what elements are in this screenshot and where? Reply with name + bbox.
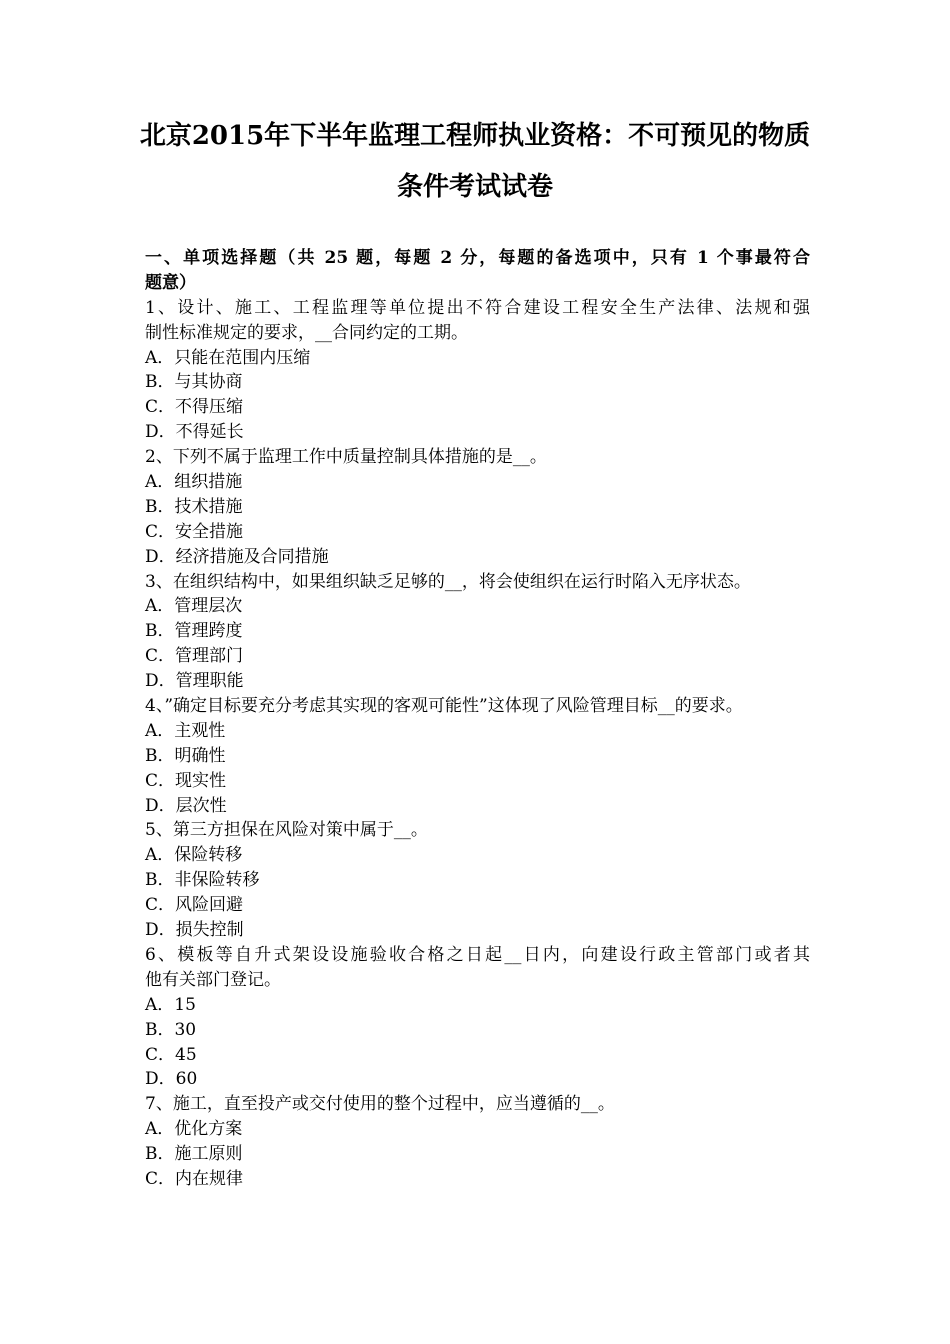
question-stem-line: 3、在组织结构中，如果组织缺乏足够的__，将会使组织在运行时陷入无序状态。 [145,571,751,592]
answer-option: A．15 [145,994,196,1015]
question-stem-line: 4、”确定目标要充分考虑其实现的客观可能性”这体现了风险管理目标__的要求。 [145,696,743,717]
answer-option: A．只能在范围内压缩 [145,347,311,368]
question-stem-line: 2、下列不属于监理工作中质量控制具体措施的是__。 [145,447,547,468]
answer-option: A．主观性 [145,720,226,741]
answer-option: A．保险转移 [145,845,243,866]
answer-option: B．明确性 [145,745,226,766]
question-3 [145,570,810,694]
answer-option: B．与其协商 [145,372,243,393]
answer-option: C．45 [145,1044,197,1065]
question-5 [145,818,810,942]
question-1 [145,296,810,445]
answer-option: C．风险回避 [145,895,244,916]
section-heading-line-1: 一、单项选择题（共 25 题，每题 2 分，每题的备选项中，只有 1 个事最符合 [145,248,810,268]
answer-option: D．管理职能 [145,671,244,692]
answer-option: D．层次性 [145,795,227,816]
answer-option: A．优化方案 [145,1119,243,1140]
question-stem-line: 制性标准规定的要求，__合同约定的工期。 [145,322,468,343]
question-2 [145,445,810,569]
answer-option: B．30 [145,1019,197,1040]
question-4 [145,694,810,818]
question-7 [145,1092,810,1192]
question-stem-line: 5、第三方担保在风险对策中属于__。 [145,820,428,841]
answer-option: C．内在规律 [145,1168,244,1189]
answer-option: B．技术措施 [145,496,243,517]
document-title-line-2: 条件考试试卷 [396,172,553,202]
answer-option: C．不得压缩 [145,397,244,418]
document-title-line-1: 北京2015年下半年监理工程师执业资格：不可预见的物质 [139,121,811,151]
question-6 [145,943,810,1092]
answer-option: C．管理部门 [145,646,244,667]
answer-option: C．安全措施 [145,521,244,542]
answer-option: D．损失控制 [145,920,244,941]
section-heading-line-2: 题意） [145,272,196,293]
answer-option: D．经济措施及合同措施 [145,546,329,567]
question-stem-line: 他有关部门登记。 [145,969,281,990]
answer-option: C．现实性 [145,770,227,791]
answer-option: B．管理跨度 [145,621,243,642]
question-stem-line: 6、模板等自升式架设设施验收合格之日起__日内，向建设行政主管部门或者其 [145,944,810,965]
answer-option: D．不得延长 [145,422,244,443]
question-stem-line: 1、设计、施工、工程监理等单位提出不符合建设工程安全生产法律、法规和强 [145,297,810,318]
answer-option: A．管理层次 [145,596,243,617]
question-stem-line: 7、施工，直至投产或交付使用的整个过程中，应当遵循的__。 [145,1094,615,1115]
document-body [145,246,810,1192]
answer-option: D．60 [145,1069,198,1090]
answer-option: B．施工原则 [145,1144,243,1165]
answer-option: A．组织措施 [145,472,243,493]
answer-option: B．非保险转移 [145,870,260,891]
